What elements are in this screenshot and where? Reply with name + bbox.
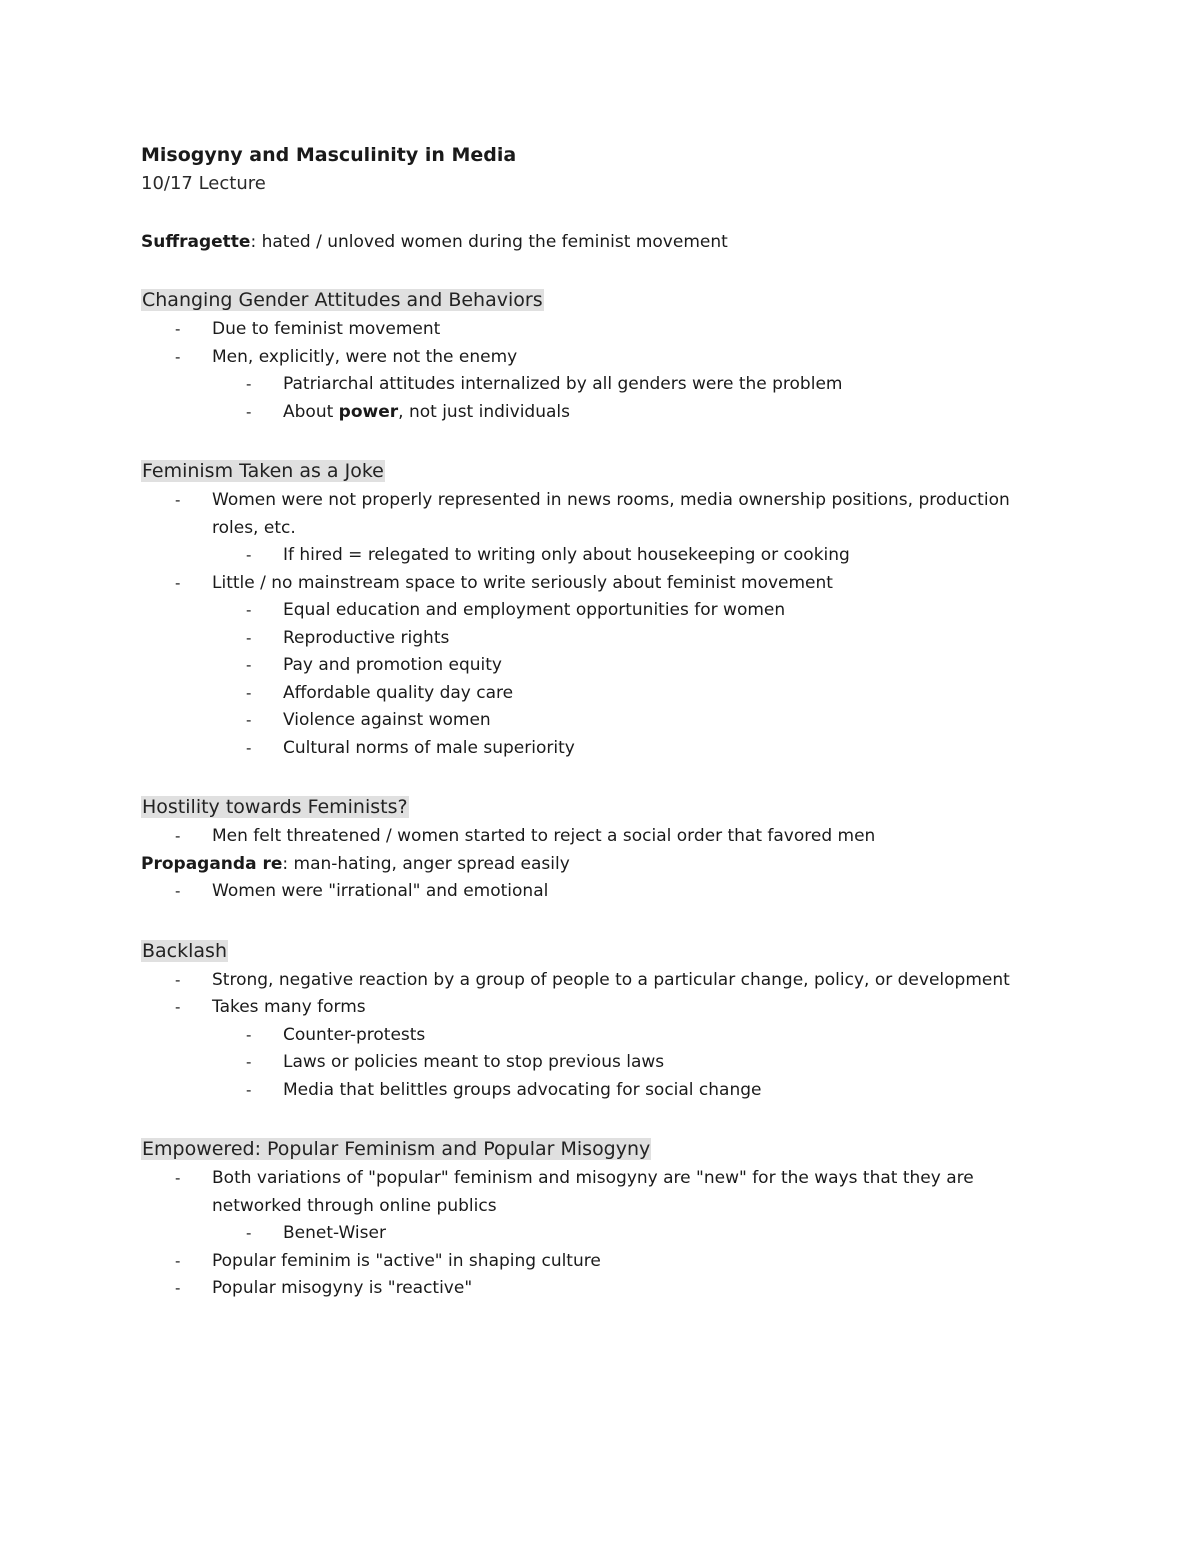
list-item bbox=[141, 487, 1061, 570]
list-item-text: Affordable quality day care bbox=[283, 682, 514, 703]
section-heading-line bbox=[141, 456, 1061, 487]
sub-list-item bbox=[212, 1077, 1061, 1105]
list-dash: - bbox=[175, 827, 181, 845]
section bbox=[141, 906, 1061, 1105]
list-dash: - bbox=[175, 320, 181, 338]
list-item bbox=[141, 823, 1061, 851]
section-heading-line bbox=[141, 1134, 1061, 1165]
list-item-text: Popular feminim is "active" in shaping culture bbox=[212, 1250, 601, 1271]
sub-list-item bbox=[212, 680, 1061, 708]
list-dash: - bbox=[246, 1080, 252, 1099]
section bbox=[141, 426, 1061, 762]
section-heading: Empowered: Popular Feminism and Popular Misogyny bbox=[142, 1138, 651, 1160]
list-item-text: Media that belittles groups advocating for social change bbox=[283, 1079, 762, 1100]
list-dash: - bbox=[175, 573, 181, 592]
list-item-text: Counter-protests bbox=[283, 1024, 426, 1045]
list-item-text: Men felt threatened / women started to reject a social order that favored men bbox=[212, 826, 876, 846]
section-heading-line bbox=[141, 792, 1061, 823]
section-heading: Backlash bbox=[142, 939, 227, 962]
bullet-list bbox=[141, 316, 1061, 426]
sub-bullet-list bbox=[212, 371, 1061, 426]
list-item-text: Pay and promotion equity bbox=[283, 655, 502, 675]
list-item-text: Due to feminist movement bbox=[212, 319, 441, 339]
document-body bbox=[141, 141, 1061, 1303]
list-dash: - bbox=[246, 683, 252, 702]
definition-line bbox=[141, 851, 1061, 879]
list-item bbox=[141, 344, 1061, 427]
list-item-text: Laws or policies meant to stop previous laws bbox=[283, 1052, 665, 1072]
definition-text: : hated / unloved women during the feminist movement bbox=[250, 232, 728, 252]
sections bbox=[141, 255, 1061, 1303]
section-heading-line bbox=[141, 936, 1061, 967]
section-heading: Hostility towards Feminists? bbox=[142, 796, 408, 818]
list-dash: - bbox=[175, 882, 181, 900]
list-item bbox=[141, 878, 1061, 906]
document-subtitle: 10/17 Lecture bbox=[141, 173, 266, 194]
list-item-text: Strong, negative reaction by a group of people to a particular change, policy, or development bbox=[212, 969, 1010, 990]
list-dash: - bbox=[246, 402, 252, 421]
definition-text: : man-hating, anger spread easily bbox=[282, 853, 570, 874]
section bbox=[141, 255, 1061, 426]
list-item-text: Women were "irrational" and emotional bbox=[212, 881, 549, 901]
sub-list-item bbox=[212, 1049, 1061, 1077]
sub-list-item bbox=[212, 399, 1061, 427]
list-item bbox=[141, 1275, 1061, 1303]
list-item-text: About power, not just individuals bbox=[283, 401, 570, 422]
document-title: Misogyny and Masculinity in Media bbox=[141, 144, 517, 166]
list-item-text: Women were not properly represented in news rooms, media ownership positions, production roles, etc. bbox=[212, 490, 1010, 538]
list-item bbox=[141, 570, 1061, 763]
list-dash: - bbox=[246, 656, 252, 674]
list-item-text: Equal education and employment opportunities for women bbox=[283, 600, 786, 620]
list-dash: - bbox=[246, 1025, 252, 1044]
section bbox=[141, 762, 1061, 906]
list-dash: - bbox=[246, 601, 252, 619]
sub-list-item bbox=[212, 707, 1061, 735]
list-dash: - bbox=[175, 1169, 181, 1187]
list-item-text: Benet-Wiser bbox=[283, 1223, 386, 1243]
sub-list-item bbox=[212, 1220, 1061, 1248]
list-item-text: Reproductive rights bbox=[283, 627, 450, 648]
bold-term: power bbox=[338, 401, 399, 422]
list-item-text: Cultural norms of male superiority bbox=[283, 737, 575, 758]
sub-list-item bbox=[212, 597, 1061, 625]
definition-term: Suffragette bbox=[141, 232, 251, 252]
section-heading: Changing Gender Attitudes and Behaviors bbox=[142, 289, 543, 311]
list-item-text: Violence against women bbox=[283, 710, 491, 730]
list-item-text: Takes many forms bbox=[212, 997, 366, 1017]
list-item-text: Patriarchal attitudes internalized by all genders were the problem bbox=[283, 374, 843, 394]
section bbox=[141, 1104, 1061, 1303]
list-dash: - bbox=[246, 1224, 252, 1242]
list-item-text: Popular misogyny is "reactive" bbox=[212, 1278, 473, 1298]
section-heading-line bbox=[141, 285, 1061, 316]
list-item bbox=[141, 994, 1061, 1104]
bullet-list bbox=[141, 878, 1061, 906]
list-dash: - bbox=[175, 970, 181, 989]
list-dash: - bbox=[246, 375, 252, 393]
list-dash: - bbox=[175, 1251, 181, 1270]
sub-list-item bbox=[212, 542, 1061, 570]
sub-list-item bbox=[212, 652, 1061, 680]
sub-list-item bbox=[212, 371, 1061, 399]
list-dash: - bbox=[246, 1053, 252, 1071]
list-dash: - bbox=[175, 1279, 181, 1297]
bullet-list bbox=[141, 967, 1061, 1105]
definition-line bbox=[141, 229, 1061, 255]
list-dash: - bbox=[246, 628, 252, 647]
list-item bbox=[141, 316, 1061, 344]
list-item-text: If hired = relegated to writing only about housekeeping or cooking bbox=[283, 545, 850, 565]
list-dash: - bbox=[175, 998, 181, 1016]
list-dash: - bbox=[246, 711, 252, 729]
bullet-list bbox=[141, 1165, 1061, 1303]
list-dash: - bbox=[246, 546, 252, 564]
list-dash: - bbox=[246, 738, 252, 757]
bullet-list bbox=[141, 823, 1061, 851]
list-dash: - bbox=[175, 347, 181, 366]
list-item-text: Both variations of "popular" feminism and misogyny are "new" for the ways that they are networked through online publics bbox=[212, 1168, 974, 1216]
sub-bullet-list bbox=[212, 542, 1061, 570]
sub-bullet-list bbox=[212, 1022, 1061, 1105]
sub-list-item bbox=[212, 735, 1061, 763]
list-item bbox=[141, 1165, 1061, 1248]
list-item bbox=[141, 967, 1061, 995]
sub-list-item bbox=[212, 625, 1061, 653]
sub-bullet-list bbox=[212, 1220, 1061, 1248]
list-item-text: Little / no mainstream space to write seriously about feminist movement bbox=[212, 572, 833, 593]
definition-term: Propaganda re bbox=[141, 853, 283, 874]
list-dash: - bbox=[175, 491, 181, 509]
section-heading: Feminism Taken as a Joke bbox=[142, 460, 384, 482]
sub-list-item bbox=[212, 1022, 1061, 1050]
bullet-list bbox=[141, 487, 1061, 762]
list-item bbox=[141, 1248, 1061, 1276]
list-item-text: Men, explicitly, were not the enemy bbox=[212, 346, 518, 367]
sub-bullet-list bbox=[212, 597, 1061, 762]
